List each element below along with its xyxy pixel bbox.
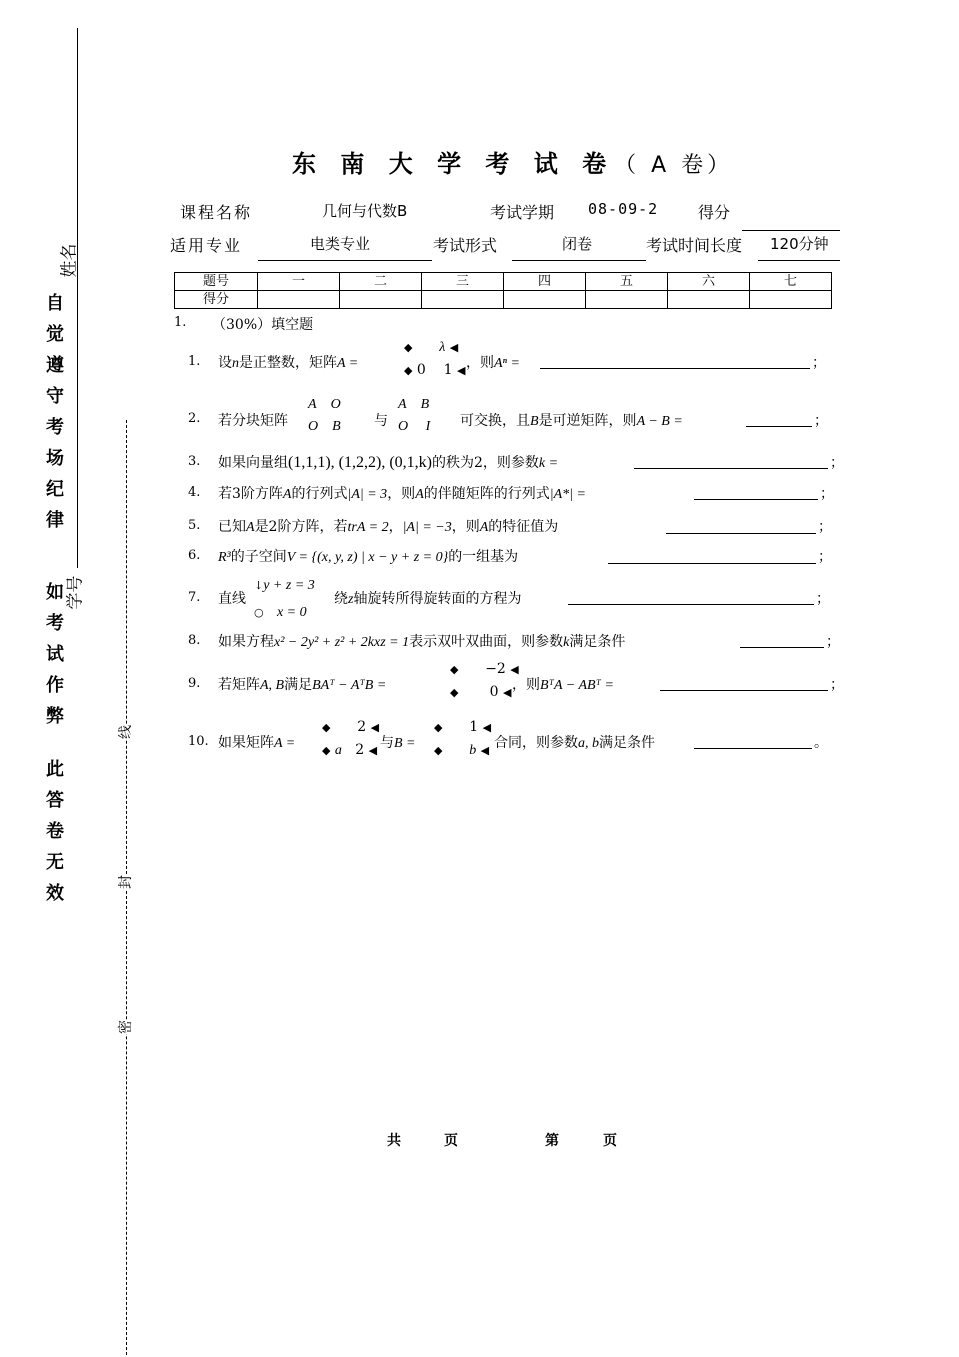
system-eq-1: y + z = 3: [263, 578, 315, 593]
warning-char: 卷: [46, 821, 64, 842]
q10-params: a, b: [578, 736, 599, 751]
warning-char: 纪: [46, 479, 64, 500]
q4-var-a: A: [282, 487, 292, 502]
warning-char: 守: [46, 386, 64, 407]
q10-text-a: [218, 732, 295, 752]
matrix-entry: 1: [469, 719, 479, 735]
warning-char: 遵: [46, 355, 64, 376]
q10-answer-blank[interactable]: [694, 748, 812, 749]
duration-label: 考试时间长度: [646, 236, 743, 255]
major-value: 电类专业: [310, 235, 371, 253]
q1-part-c: ，则: [466, 355, 494, 371]
q10-number: 10.: [188, 734, 209, 749]
q4-var-a2: A: [415, 487, 424, 502]
q10-part-b: 合同，则参数: [494, 735, 578, 751]
q9-part-b: 满足: [284, 677, 313, 693]
q8-part-a: 如果方程: [218, 634, 274, 650]
student-id-label: 学号: [65, 575, 86, 610]
q5-part-c: ，则: [451, 519, 480, 535]
q5-var-a: A: [246, 520, 255, 535]
q9-ask: [512, 674, 614, 694]
seal-word-seal: 封: [113, 875, 137, 889]
q3-answer-blank[interactable]: [634, 468, 828, 469]
score-row: [175, 291, 832, 309]
q5-det: |A| = −3: [402, 520, 452, 535]
q3-part-a: 如果向量组: [218, 455, 288, 471]
q4-part-c: ，则: [387, 486, 416, 502]
col-header: 五: [586, 273, 668, 291]
q8-equation: x² − 2y² + z² + 2kxz = 1: [274, 635, 410, 650]
q10-lhs-a: A =: [274, 736, 296, 751]
q3-rhs: k =: [538, 456, 559, 471]
footer-page-a: 页: [444, 1133, 458, 1149]
footer-page-b: 页: [603, 1133, 617, 1149]
col-header: 二: [340, 273, 422, 291]
matrix-entry: O: [330, 397, 341, 412]
q7-part-a: 直线: [218, 591, 246, 607]
q9-end: ；: [830, 677, 844, 693]
q3-end: ；: [830, 455, 844, 471]
q8-part-c: 满足条件: [569, 634, 626, 650]
warning-char: 自: [46, 293, 64, 314]
q1-part-b: 是正整数，矩阵: [239, 355, 337, 371]
q9-text: [218, 674, 386, 694]
q6-end: ；: [818, 549, 832, 565]
warning-char: 无: [46, 852, 64, 873]
q7-system: ↓y + z = 3 ○ x = 0: [254, 578, 315, 620]
q10-mid: 与: [380, 735, 394, 751]
q2-rhs: A − B =: [636, 414, 683, 429]
score-label: 得分: [698, 203, 731, 222]
matrix-entry: 2: [357, 719, 367, 735]
col-header: 六: [668, 273, 750, 291]
q5-end: ；: [818, 519, 832, 535]
warning-char: 觉: [46, 324, 64, 345]
q3-math: (1,1,1), (1,2,2), (0,1,k): [288, 454, 432, 471]
score-cell[interactable]: [586, 291, 668, 309]
q2-answer-blank[interactable]: [746, 426, 812, 427]
matrix-entry: B: [420, 397, 430, 412]
q10-lhs-b: B =: [394, 736, 416, 751]
course-value: 几何与代数B: [322, 202, 408, 220]
q5-sep: ，: [388, 519, 403, 535]
q5-answer-blank[interactable]: [666, 533, 816, 534]
q5-part-d: 的特征值为: [488, 519, 559, 535]
q10-part-a: 如果矩阵: [218, 735, 274, 751]
q1-part-a: 设: [218, 355, 232, 371]
q3-number: 3.: [188, 454, 201, 469]
q1-var-n: n: [232, 356, 239, 371]
q8-end: ；: [826, 634, 840, 650]
q4-part-b: 的行列式: [291, 486, 348, 502]
q9-number: 9.: [188, 676, 201, 691]
q6-part-b: 的一组基为: [448, 549, 519, 565]
score-cell[interactable]: [750, 291, 832, 309]
score-blank: [742, 230, 840, 231]
q7-part-b: 绕: [334, 591, 348, 607]
q10-matrix-a: ◆ 2 ◀ ◆ a 2 ◀: [322, 719, 380, 758]
score-cell[interactable]: [340, 291, 422, 309]
q4-text: [218, 483, 586, 503]
system-eq-2: x = 0: [276, 605, 307, 620]
q7-part-c: 轴旋转所得旋转面的方程为: [353, 591, 522, 607]
form-value: 闭卷: [562, 235, 593, 253]
col-header: 三: [422, 273, 504, 291]
matrix-entry: O: [398, 419, 409, 434]
q9-lhs: BAᵀ − AᵀB =: [312, 678, 387, 693]
q1-ask: [466, 352, 520, 372]
q10-text-b: [494, 732, 655, 752]
exam-title: [292, 144, 733, 179]
duration-underline: [758, 260, 840, 261]
course-label: 课程名称: [180, 203, 253, 222]
col-header: 四: [504, 273, 586, 291]
warning-char: 律: [46, 510, 64, 531]
matrix-entry: λ: [439, 340, 446, 355]
term-value: 08-09-2: [588, 200, 659, 218]
q6-text: [218, 546, 518, 566]
section-number: 1.: [174, 315, 187, 330]
score-cell[interactable]: [504, 291, 586, 309]
q5-number: 5.: [188, 518, 201, 533]
q7-end: ；: [816, 591, 830, 607]
q2-end: ；: [814, 413, 828, 429]
score-table: [174, 272, 832, 309]
q8-var-k: k: [563, 635, 570, 650]
row-label: 得分: [175, 291, 258, 309]
footer-total: 共: [387, 1133, 401, 1149]
warning-char: 如: [46, 582, 64, 603]
q1-end: ；: [812, 355, 826, 371]
q3-part-b: 的秩为2，则参数: [431, 455, 539, 471]
q3-text: [218, 452, 558, 472]
q2-part-c: 是可逆矩阵，则: [538, 413, 637, 429]
footer-current: 第: [545, 1133, 559, 1149]
matrix-entry: A: [308, 397, 317, 412]
duration-value: 120分钟: [770, 235, 829, 253]
q4-det: |A| = 3: [347, 487, 388, 502]
q9-ab: A, B: [260, 678, 285, 693]
q8-text: [218, 631, 625, 651]
warning-char: 弊: [46, 706, 64, 727]
major-underline: [258, 260, 432, 261]
form-underline: [512, 260, 646, 261]
q5-part-a: 已知: [218, 519, 246, 535]
q4-number: 4.: [188, 485, 201, 500]
q6-number: 6.: [188, 548, 201, 563]
binding-line-upper: [77, 28, 78, 568]
score-cell[interactable]: [422, 291, 504, 309]
q9-part-a: 若矩阵: [218, 677, 260, 693]
term-label: 考试学期: [490, 203, 555, 222]
q6-answer-blank[interactable]: [608, 563, 816, 564]
matrix-entry: B: [332, 419, 341, 434]
q7-answer-blank[interactable]: [568, 604, 814, 605]
exam-title-text: 东 南 大 学 考 试 卷: [292, 150, 615, 178]
q2-var-b: B: [530, 414, 539, 429]
q2-matrix-2: [398, 394, 430, 438]
q7-text: [334, 588, 521, 608]
matrix-entry: 0: [489, 684, 499, 700]
q10-part-c: 满足条件: [599, 735, 655, 751]
q9-answer-blank[interactable]: [660, 690, 828, 691]
q4-answer-blank[interactable]: [694, 499, 818, 500]
matrix-entry: 1: [443, 362, 453, 378]
matrix-entry: b: [469, 743, 477, 758]
score-cell[interactable]: [668, 291, 750, 309]
major-label: 适用专业: [170, 236, 243, 255]
q6-subspace: V = {(x, y, z) | x − y + z = 0}: [286, 550, 449, 565]
q2-matrix-1: [308, 394, 341, 438]
q10-with: [380, 732, 416, 752]
section-title: （30%）填空题: [212, 317, 314, 333]
q8-answer-blank[interactable]: [740, 647, 824, 648]
q4-part-a: 若3阶方阵: [218, 486, 283, 502]
q6-space: R³: [218, 550, 231, 565]
q6-part-a: 的子空间: [230, 549, 287, 565]
q1-rhs: Aⁿ =: [494, 356, 520, 371]
q7-number: 7.: [188, 590, 201, 605]
q1-text: [218, 352, 358, 372]
q2-part-a: 若分块矩阵: [218, 413, 288, 429]
q10-end: 。: [814, 735, 828, 751]
matrix-entry: O: [308, 419, 319, 434]
q4-end: ；: [820, 486, 834, 502]
q9-rhs: BᵀA − ABᵀ =: [540, 678, 614, 693]
warning-char: 效: [46, 883, 64, 904]
q7-var-z: z: [348, 592, 354, 607]
q5-part-b: 是2阶方阵，若: [254, 519, 348, 535]
q2-with: 与: [374, 413, 388, 429]
q5-trace: trA = 2: [347, 520, 389, 535]
q2-text: [460, 410, 683, 430]
question-number-row: [175, 273, 832, 291]
col-header: 一: [258, 273, 340, 291]
warning-char: 试: [46, 644, 64, 665]
q2-part-b: 可交换，且: [460, 413, 530, 429]
matrix-entry: 2: [355, 742, 365, 758]
col-header: 七: [750, 273, 832, 291]
q8-part-b: 表示双叶双曲面，则参数: [409, 634, 564, 650]
name-label: 姓名: [59, 243, 80, 278]
q9-part-c: ，则: [512, 677, 540, 693]
seal-word-close: 密: [113, 1020, 137, 1034]
exam-variant: （ A 卷）: [614, 153, 734, 178]
q4-part-d: 的伴随矩阵的行列式: [423, 486, 550, 502]
q5-var-a2: A: [479, 520, 489, 535]
warning-char: 考: [46, 613, 64, 634]
matrix-entry: −2: [485, 661, 506, 677]
q9-matrix: ◆ −2 ◀ ◆ 0 ◀: [450, 661, 519, 700]
form-label: 考试形式: [433, 236, 498, 255]
q5-text: [218, 516, 558, 536]
warning-char: 场: [46, 448, 64, 469]
warning-char: 答: [46, 790, 64, 811]
q1-lhs: A =: [337, 356, 359, 371]
matrix-entry: 0: [416, 362, 426, 378]
seal-word-line: 线: [113, 725, 137, 739]
q10-matrix-b: ◆ 1 ◀ ◆ b ◀: [434, 719, 492, 758]
q8-number: 8.: [188, 633, 201, 648]
score-cell[interactable]: [258, 291, 340, 309]
matrix-entry: a: [334, 743, 342, 758]
warning-char: 考: [46, 417, 64, 438]
q4-rhs: |A*| =: [549, 487, 586, 502]
q1-answer-blank[interactable]: [540, 368, 810, 369]
matrix-entry: I: [425, 419, 431, 434]
q1-number: 1.: [188, 354, 201, 369]
row-label: 题号: [175, 273, 258, 291]
q2-number: 2.: [188, 411, 201, 426]
q1-matrix: ◆ λ ◀ ◆ 0 1 ◀: [404, 340, 466, 378]
warning-char: 作: [46, 675, 64, 696]
matrix-entry: A: [398, 397, 407, 412]
warning-char: 此: [46, 759, 64, 780]
